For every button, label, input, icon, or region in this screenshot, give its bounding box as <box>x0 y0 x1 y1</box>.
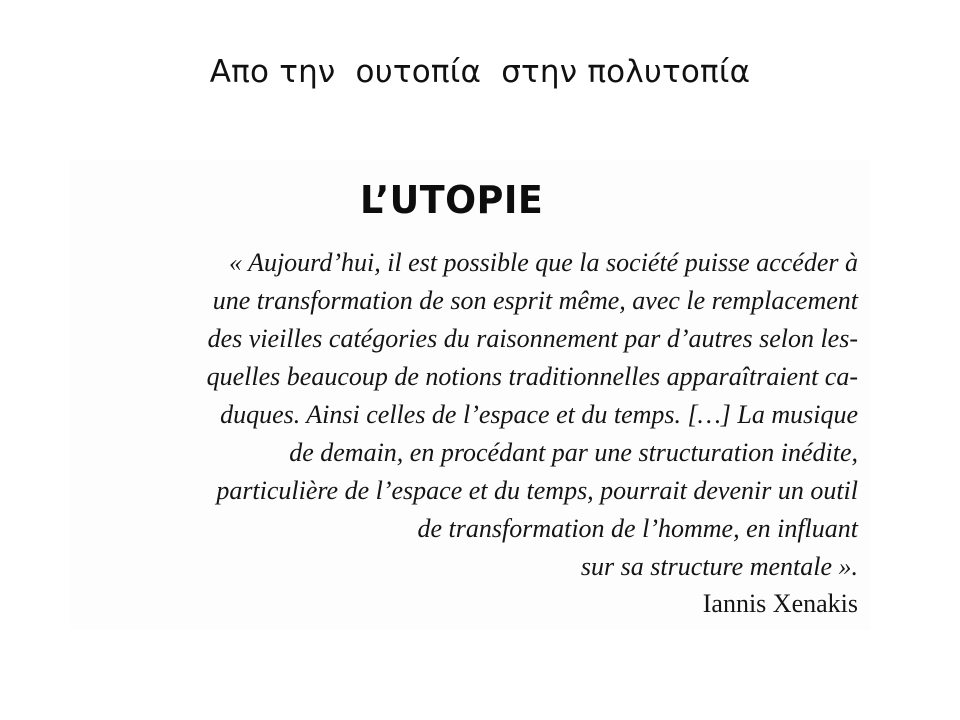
quote-line: « Aujourd’hui, il est possible que la société puisse accéder à <box>229 248 858 277</box>
quote-line: une transformation de son esprit même, avec le remplacement <box>212 286 858 315</box>
quote-line: quelles beaucoup de notions traditionnelles apparaîtraient ca- <box>206 362 858 391</box>
quote-line: duques. Ainsi celles de l’espace et du temps. […] La musique <box>220 400 858 429</box>
quote-line: de demain, en procédant par une structuration inédite, <box>289 438 858 467</box>
scanned-excerpt <box>70 160 870 630</box>
slide-title: Απο την ουτοπία στην πολυτοπία <box>209 54 751 90</box>
quote-line: de transformation de l’homme, en influant <box>417 514 858 543</box>
quote-line: sur sa structure mentale ». <box>580 552 858 581</box>
excerpt-heading: L’UTOPIE <box>360 178 544 222</box>
quote-line: des vieilles catégories du raisonnement par d’autres selon les- <box>207 324 858 353</box>
quote-line: particulière de l’espace et du temps, pourrait devenir un outil <box>216 476 858 505</box>
quote-author: Iannis Xenakis <box>702 589 858 618</box>
